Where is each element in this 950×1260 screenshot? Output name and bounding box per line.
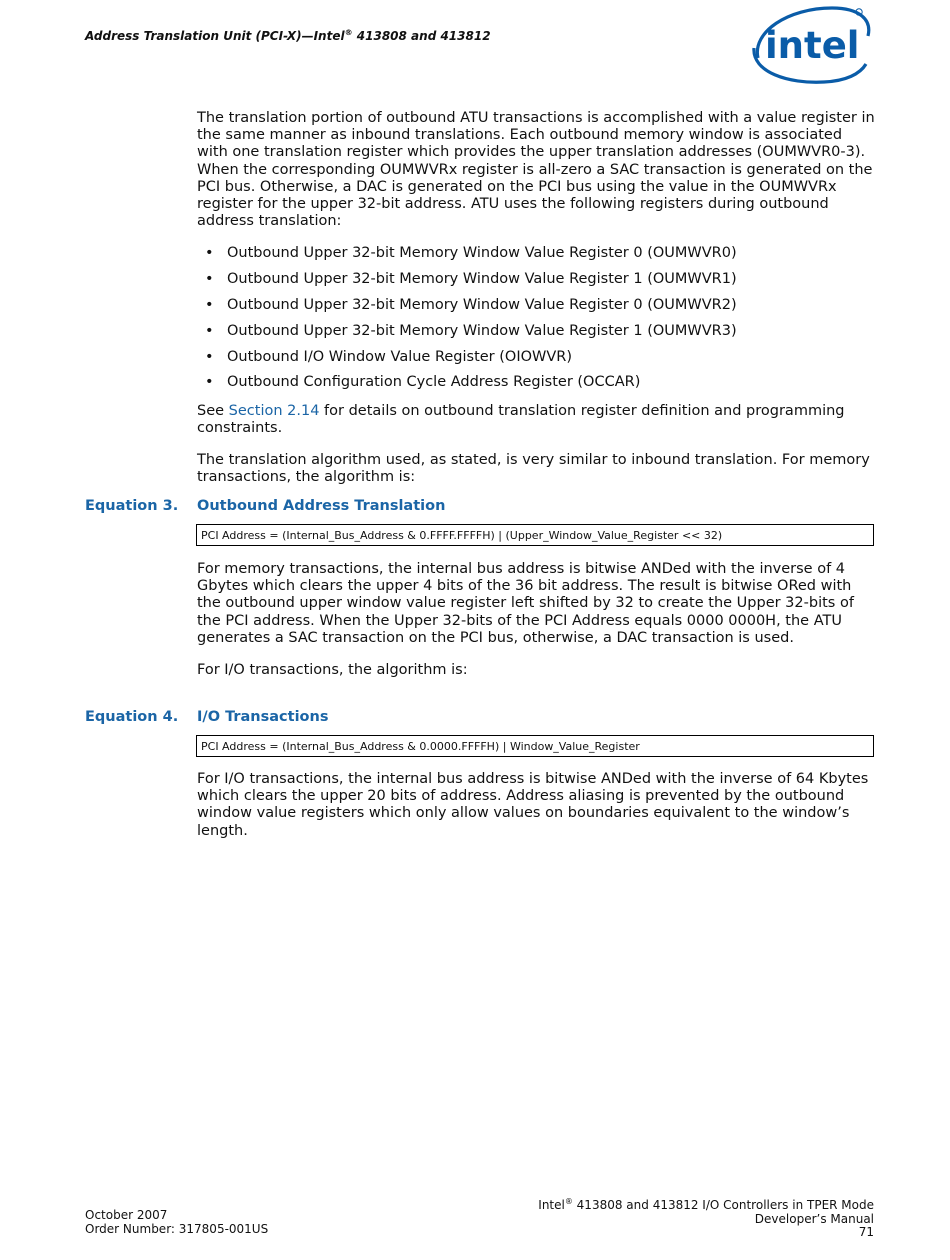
footer-order-number: Order Number: 317805-001US xyxy=(85,1221,269,1236)
section-link[interactable]: Section 2.14 xyxy=(228,402,320,419)
running-header xyxy=(85,28,491,43)
equation-4-heading xyxy=(85,709,328,725)
intel-logo xyxy=(748,2,874,86)
io-section xyxy=(197,771,877,855)
footer-left xyxy=(85,1209,268,1236)
header-title-pre: Address Translation Unit (PCI-X)—Intel xyxy=(85,29,345,43)
io-intro-paragraph: For I/O transactions, the algorithm is: xyxy=(197,662,468,679)
registered-mark: ® xyxy=(344,28,353,37)
list-item: • Outbound I/O Window Value Register (OIOWVR) xyxy=(197,349,877,366)
io-paragraph: For I/O transactions, the internal bus address is bitwise ANDed with the inverse of 64 Kbytes which clears the upper 20 bits of address. Address aliasing is prevented by the outbound window value registers which only allow values on boundaries equivalent to the window’s length. xyxy=(197,771,869,839)
equation-4-number: Equation 4. xyxy=(85,709,179,725)
list-item: • Outbound Configuration Cycle Address Register (OCCAR) xyxy=(197,374,877,391)
svg-text:intel: intel xyxy=(765,24,860,67)
equation-3-title: Outbound Address Translation xyxy=(197,498,446,514)
see-pre: See xyxy=(197,402,229,419)
list-item: • Outbound Upper 32-bit Memory Window Value Register 0 (OUMWVR2) xyxy=(197,297,877,314)
see-post: for details on outbound translation register definition and programming constraints. xyxy=(197,402,845,436)
page-number: 71 xyxy=(858,1225,874,1239)
header-title-post: 413808 and 413812 xyxy=(352,29,491,43)
list-item: • Outbound Upper 32-bit Memory Window Value Register 0 (OUMWVR0) xyxy=(197,245,877,262)
equation-4-title: I/O Transactions xyxy=(197,709,329,725)
register-list xyxy=(197,245,877,391)
memory-paragraph: For memory transactions, the internal bus address is bitwise ANDed with the inverse of 4 Gbytes which clears the upper 4 bits of the 36 bit address. The result is bitwise ORed with the outbound upper window value register left shifted by 32 to create the Upper 32-bits of the PCI address. When the Upper 32-bits of the PCI Address equals 0000 0000H, the ATU generates a SAC transaction on the PCI bus, otherwise, a DAC transaction is used. xyxy=(197,561,854,646)
list-item: • Outbound Upper 32-bit Memory Window Value Register 1 (OUMWVR3) xyxy=(197,323,877,340)
footer-right xyxy=(538,1195,874,1240)
equation-3-formula: PCI Address = (Internal_Bus_Address & 0.FFFF.FFFFH) | (Upper_Window_Value_Register << 32) xyxy=(196,524,874,546)
equation-4-formula: PCI Address = (Internal_Bus_Address & 0.0000.FFFFH) | Window_Value_Register xyxy=(196,735,874,757)
equation-3-heading xyxy=(85,498,445,514)
footer-manual: Developer’s Manual xyxy=(754,1211,874,1226)
intro-paragraph: The translation portion of outbound ATU transactions is accomplished with a value register in the same manner as inbound translations. Each outbound memory window is associated with one translation register which provides the upper translation addresses (OUMWVR0-3). When the corresponding OUMWVRx register is all-zero a SAC transaction is generated on the PCI bus. Otherwise, a DAC is generated on the PCI bus using the value in the OUMWVRx register for the upper 32-bit address. ATU uses the following registers during outbound address translation: xyxy=(197,110,875,230)
list-item: • Outbound Upper 32-bit Memory Window Value Register 1 (OUMWVR1) xyxy=(197,271,877,288)
see-section-paragraph xyxy=(197,403,877,437)
memory-section xyxy=(197,561,877,694)
footer-date: October 2007 xyxy=(85,1208,168,1222)
footer-registered-mark: ® xyxy=(564,1197,573,1206)
footer-product xyxy=(538,1195,874,1213)
algorithm-paragraph: The translation algorithm used, as stated, is very similar to inbound translation. For memory transactions, the algorithm is: xyxy=(197,452,870,486)
equation-3-number: Equation 3. xyxy=(85,498,179,514)
main-body xyxy=(197,110,877,501)
footer-product-pre: Intel xyxy=(538,1198,565,1212)
footer-product-post: 413808 and 413812 I/O Controllers in TPER Mode xyxy=(572,1198,874,1212)
